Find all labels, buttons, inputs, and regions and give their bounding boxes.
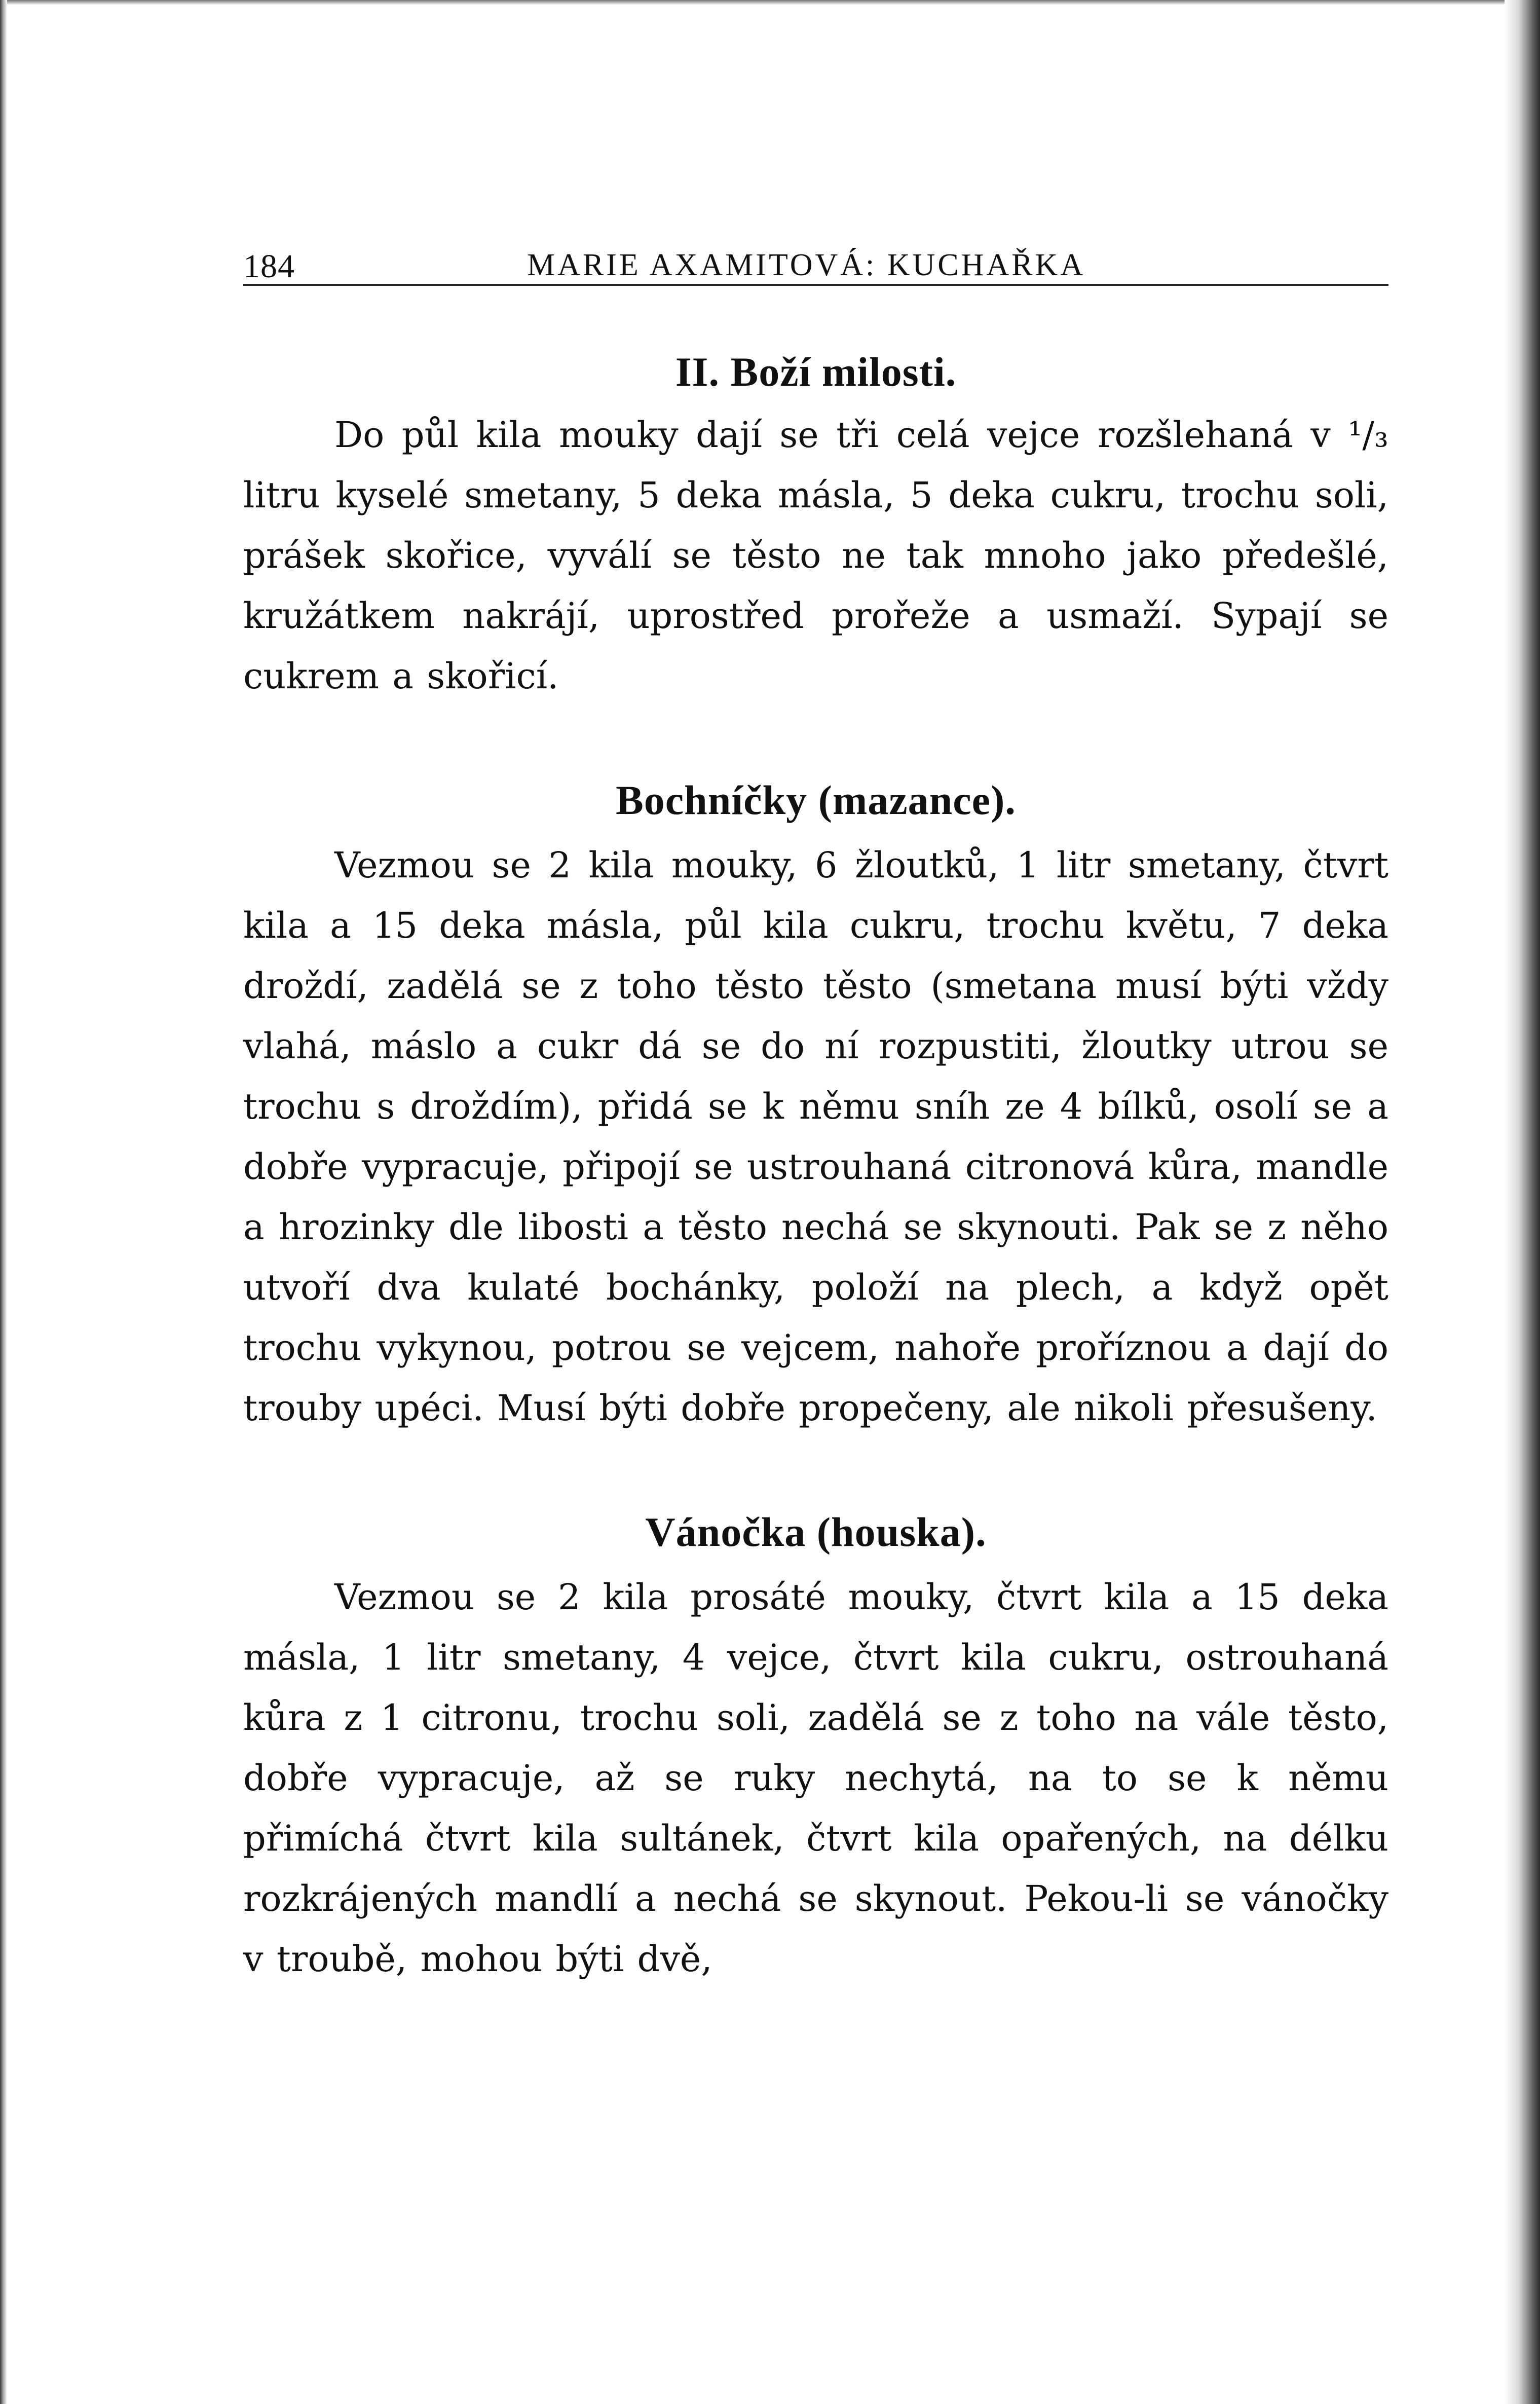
page-content [243, 344, 1388, 1989]
recipe-title-vanocka: Vánočka (houska). [645, 1509, 987, 1555]
page-header [243, 233, 1388, 286]
scan-edge-left [0, 0, 7, 2404]
page-number: 184 [243, 248, 295, 285]
recipe-text-bochnicky: Vezmou se 2 kila mouky, 6 žloutků, 1 litr smetany, čtvrt kila a 15 deka másla, půl kila cukru, trochu květu, 7 deka droždí, zadělá se z toho těsto těsto (smetana musí býti vždy vlahá, máslo a cukr dá se do ní rozpustiti, žloutky utrou se trochu s droždím), přidá se k němu sníh ze 4 bílků, osolí se a dobře vypracuje, připojí se ustrouhaná citronová kůra, mandle a hrozinky dle libosti a těsto nechá se skynouti. Pak se z něho utvoří dva kulaté bochánky, položí na plech, a když opět trochu vykynou, potrou se vejcem, nahoře proříznou a dají do trouby upéci. Musí býti dobře propečeny, ale nikoli přesušeny. [243, 844, 1388, 1429]
recipe-text-bozi-milosti: Do půl kila mouky dají se tři celá vejce rozšlehaná v ¹/₃ litru kyselé smetany, 5 deka másla, 5 deka cukru, trochu soli, prášek skořice, vyválí se těsto ne tak mnoho jako předešlé, kružátkem nakrájí, uprostřed prořeže a usmaží. Sypají se cukrem a skořicí. [243, 414, 1388, 697]
recipe-text-vanocka: Vezmou se 2 kila prosáté mouky, čtvrt kila a 15 deka másla, 1 litr smetany, 4 vejce, čtvrt kila cukru, ostrouhaná kůra z 1 citronu, trochu soli, zadělá se z toho na vále těsto, dobře vypracuje, až se ruky nechytá, na to se k němu přimíchá čtvrt kila sultánek, čtvrt kila opařených, na délku rozkrájených mandlí a nechá se skynout. Pekou-li se vánočky v troubě, mohou býti dvě, [243, 1576, 1388, 1980]
scan-edge-top [0, 0, 1540, 5]
running-head: MARIE AXAMITOVÁ: KUCHAŘKA [527, 248, 1086, 282]
recipe-title-bochnicky: Bochníčky (mazance). [616, 777, 1016, 823]
scan-edge-right [1505, 0, 1540, 2404]
book-page [243, 233, 1388, 1989]
recipe-title-bozi-milosti: II. Boží milosti. [675, 349, 957, 395]
